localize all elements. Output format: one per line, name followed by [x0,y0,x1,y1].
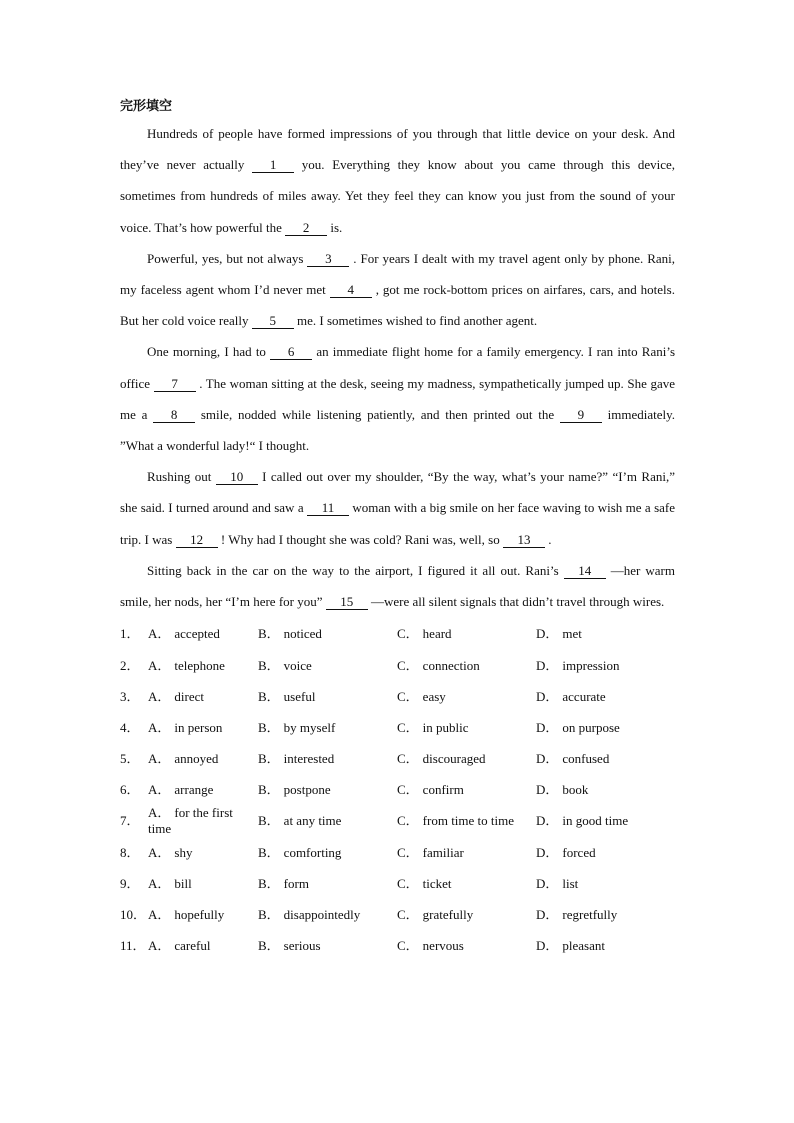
passage-text: Sitting back in the car on the way to the airport, I figured it all out. Rani’s [147,562,564,578]
option-letter: B． [258,657,280,673]
option-b[interactable] [258,810,397,829]
option-c[interactable] [397,655,536,674]
blank-1: 1 [252,158,294,173]
option-letter: B． [258,938,280,954]
option-letter: D． [536,626,559,642]
option-text: serious [283,938,321,954]
question-row [120,836,675,867]
option-text: easy [422,688,446,704]
option-text: at any time [283,813,342,829]
option-text: in person [174,719,223,735]
option-letter: A． [148,844,171,860]
option-letter: D． [536,844,559,860]
option-letter: B． [258,626,280,642]
blank-12: 12 [176,533,218,548]
option-a[interactable] [148,802,258,837]
option-text: ticket [422,875,452,891]
option-letter: D． [536,875,559,891]
passage-text: me. I sometimes wished to find another agent. [293,313,538,329]
option-text: telephone [174,657,225,673]
blank-11: 11 [307,501,349,516]
question-row [120,617,675,648]
option-text: pleasant [562,938,605,954]
option-c[interactable] [397,779,536,798]
blank-2: 2 [285,221,327,236]
option-a[interactable] [148,623,258,642]
passage-text: is. [327,219,343,235]
option-text: direct [174,688,204,704]
passage-text: immediately. ”What a wonderful lady!“ I thought. [120,406,675,454]
section-title: 完形填空 [120,99,173,114]
option-a[interactable] [148,748,258,767]
option-text: on purpose [562,719,620,735]
option-text: from time to time [422,813,515,829]
option-d[interactable] [536,904,666,923]
option-letter: A． [148,875,171,891]
option-text: annoyed [174,751,219,767]
option-letter: A． [148,805,171,821]
option-d[interactable] [536,935,666,954]
passage-text: woman with a big smile on her face waving to wish me a safe trip. I was [120,500,675,547]
question-row [120,680,675,711]
question-row [120,804,675,835]
option-letter: A． [148,626,171,642]
passage-text: smile, nodded while listening patiently, and then printed out the [195,406,560,422]
option-text: arrange [174,782,214,798]
question-number: 6． [120,782,140,798]
blank-9: 9 [560,408,602,423]
option-d[interactable] [536,842,666,861]
option-letter: A． [148,657,171,673]
question-row [120,711,675,742]
option-text: discouraged [422,751,486,767]
option-text: forced [562,844,596,860]
option-b[interactable] [258,904,397,923]
option-text: for the first time [148,805,233,837]
option-letter: C． [397,938,419,954]
option-text: book [562,782,589,798]
option-text: comforting [283,844,342,860]
option-d[interactable] [536,686,666,705]
option-letter: B． [258,688,280,704]
question-number: 9． [120,875,140,891]
option-c[interactable] [397,935,536,954]
option-text: gratefully [422,907,474,923]
option-letter: B． [258,875,280,891]
option-text: interested [283,751,335,767]
question-number: 11． [120,938,146,954]
option-d[interactable] [536,655,666,674]
option-text: met [562,626,582,642]
passage-text: One morning, I had to [147,344,271,360]
blank-3: 3 [307,252,349,267]
option-c[interactable] [397,717,536,736]
blank-8: 8 [153,408,195,423]
question-number: 7． [120,813,140,829]
option-text: accurate [562,688,606,704]
passage-text: , got me rock-bottom prices on airfares, cars, and hotels. But her cold voice really [120,282,675,329]
option-letter: B． [258,719,280,735]
option-text: shy [174,844,193,860]
option-c[interactable] [397,873,536,892]
option-letter: B． [258,844,280,860]
option-b[interactable] [258,842,397,861]
option-a[interactable] [148,717,258,736]
question-row [120,773,675,804]
passage-text: —her warm smile, her nods, her “I’m here for you” [120,562,676,610]
option-d[interactable] [536,748,666,767]
question-number: 4． [120,719,140,735]
passage-text: . For years I dealt with my travel agent only by phone. Rani, my faceless agent whom I’d never met [120,250,676,298]
option-letter: B． [258,907,280,923]
option-letter: D． [536,657,559,673]
option-letter: D． [536,719,559,735]
option-letter: D． [536,782,559,798]
blank-14: 14 [564,564,606,579]
passage-text: —were all silent signals that didn’t travel through wires. [367,594,665,610]
option-letter: A． [148,782,171,798]
blank-5: 5 [252,314,294,329]
option-b[interactable] [258,686,397,705]
option-a[interactable] [148,686,258,705]
option-letter: A． [148,688,171,704]
option-letter: B． [258,813,280,829]
question-number: 5． [120,751,140,767]
question-number: 10． [120,907,147,923]
passage-paragraph [120,243,675,337]
option-c[interactable] [397,904,536,923]
option-b[interactable] [258,655,397,674]
question-row [120,898,675,929]
option-letter: C． [397,813,419,829]
option-text: bill [174,875,192,891]
option-b[interactable] [258,935,397,954]
document-page [120,98,675,960]
option-text: form [283,875,309,891]
passage-text: an immediate flight home for a family emergency. I ran into Rani’s office [120,344,676,391]
question-row [120,929,675,960]
option-text: careful [174,938,211,954]
option-text: heard [422,626,452,642]
option-text: confirm [422,782,464,798]
option-letter: C． [397,626,419,642]
option-letter: C． [397,782,419,798]
option-c[interactable] [397,748,536,767]
options-list [120,617,675,960]
option-b[interactable] [258,779,397,798]
option-a[interactable] [148,779,258,798]
option-c[interactable] [397,686,536,705]
blank-15: 15 [326,595,368,610]
passage-text: Rushing out [147,469,216,485]
option-text: postpone [283,782,331,798]
question-number: 2． [120,657,140,673]
option-a[interactable] [148,842,258,861]
option-text: in good time [562,813,629,829]
option-letter: D． [536,907,559,923]
blank-13: 13 [503,533,545,548]
option-text: accepted [174,626,220,642]
question-number: 8． [120,844,140,860]
blank-4: 4 [330,283,372,298]
option-letter: D． [536,813,559,829]
option-a[interactable] [148,904,258,923]
question-number: 3． [120,688,140,704]
blank-7: 7 [154,377,196,392]
option-letter: D． [536,938,559,954]
option-letter: B． [258,782,280,798]
option-text: nervous [422,938,464,954]
option-d[interactable] [536,717,666,736]
passage-paragraph [120,336,675,461]
option-letter: C． [397,907,419,923]
option-letter: C． [397,751,419,767]
option-letter: C． [397,719,419,735]
option-letter: A． [148,938,171,954]
option-d[interactable] [536,779,666,798]
option-letter: C． [397,875,419,891]
option-c[interactable] [397,842,536,861]
blank-10: 10 [216,470,258,485]
option-letter: A． [148,719,171,735]
question-row [120,867,675,898]
passage-text: . The woman sitting at the desk, seeing my madness, sympathetically jumped up. She gave me a [120,375,675,422]
option-b[interactable] [258,717,397,736]
option-a[interactable] [148,935,258,954]
passage-paragraph [120,461,675,555]
option-d[interactable] [536,873,666,892]
option-c[interactable] [397,623,536,642]
passage-paragraph [120,555,675,617]
question-row [120,648,675,679]
passage-text: Powerful, yes, but not always [147,250,308,266]
passage-paragraph [120,118,675,243]
passage-text: you. Everything they know about you came through this device, sometimes from hundreds of miles away. Yet they feel they can know you just from the sound of your voice. That’s how powerful the [120,157,675,235]
passage-text: Hundreds of people have formed impressions of you through that little device on your desk. And they’ve never actually [120,126,675,173]
option-text: list [562,875,579,891]
option-b[interactable] [258,748,397,767]
option-text: by myself [283,719,336,735]
option-b[interactable] [258,873,397,892]
option-text: regretfully [562,907,618,923]
option-text: familiar [422,844,464,860]
option-text: impression [562,657,620,673]
passage-text: I called out over my shoulder, “By the way, what’s your name?” “I’m Rani,” she said. I turned around and saw a [120,469,675,516]
option-a[interactable] [148,873,258,892]
option-text: disappointedly [283,907,361,923]
option-a[interactable] [148,655,258,674]
blank-6: 6 [270,345,312,360]
option-text: hopefully [174,907,225,923]
option-letter: C． [397,688,419,704]
option-d[interactable] [536,810,666,829]
option-letter: A． [148,907,171,923]
question-number: 1． [120,626,140,642]
option-letter: D． [536,751,559,767]
option-text: connection [422,657,480,673]
passage-text: ! Why had I thought she was cold? Rani was, well, so [217,531,503,547]
option-text: noticed [283,626,322,642]
option-letter: A． [148,751,171,767]
option-letter: C． [397,844,419,860]
option-text: in public [422,719,469,735]
option-letter: D． [536,688,559,704]
option-d[interactable] [536,623,666,642]
passage-text: . [544,531,552,547]
cloze-passage [120,118,675,617]
option-b[interactable] [258,623,397,642]
option-text: confused [562,751,610,767]
option-c[interactable] [397,810,536,829]
option-letter: B． [258,751,280,767]
option-text: useful [283,688,316,704]
option-letter: C． [397,657,419,673]
option-text: voice [283,657,312,673]
question-row [120,742,675,773]
